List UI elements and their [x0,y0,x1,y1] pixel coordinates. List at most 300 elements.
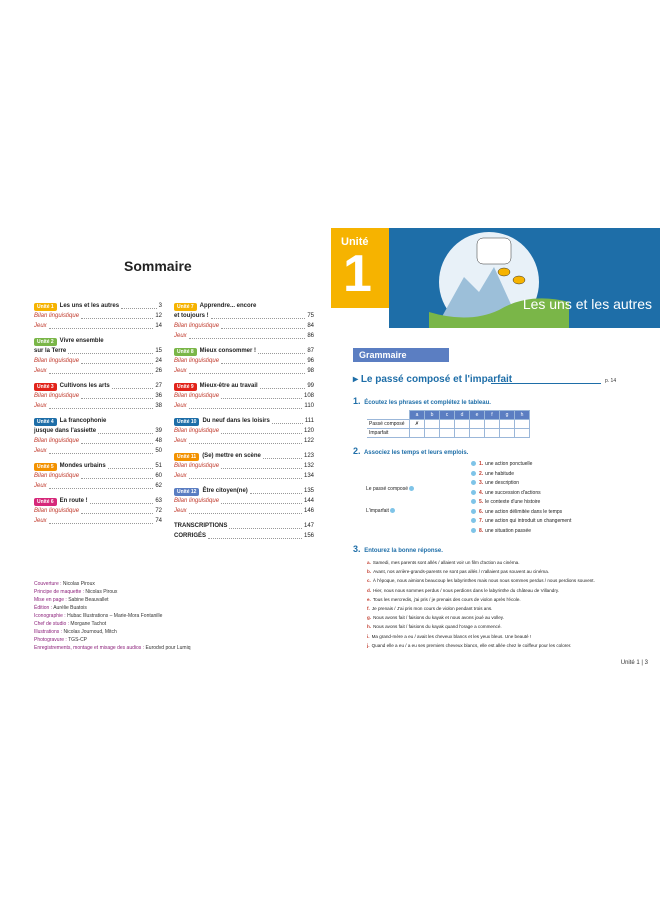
dot-leader [121,308,157,309]
dot-leader [49,373,154,374]
usage-item [471,470,571,480]
toc-page-number: 144 [303,498,314,504]
toc-page-number: 134 [303,473,314,479]
table-corner [367,411,410,420]
item-text: une action délimitée dans le temps [485,508,563,515]
item-text: une action qui introduit un changement [485,518,572,524]
toc-label: (Se) mettre en scène [202,453,261,459]
toc-row[interactable] [174,381,314,391]
credit-value: Aurélie Buatois [53,605,87,611]
column-header: c [440,411,455,420]
toc-label: Jeux [34,483,47,489]
dot-leader [49,453,154,454]
answer-cell[interactable] [425,420,440,429]
dot-leader [112,388,154,389]
unit-badge: Unité 2 [34,338,57,346]
dot-leader [189,338,306,339]
instruction-text: Associez les temps et leurs emplois. [363,450,469,456]
tense-passe-compose [366,486,417,492]
table-header-row [367,411,530,420]
item-letter: a. [367,560,371,565]
left-page-sommaire [24,228,324,679]
sentence-text: À l'époque, nous aimions beaucoup les labyrinthes mais nous nous sommes perdus / nous perdions souvent. [372,578,595,584]
unit-title: Les uns et les autres [522,296,652,312]
match-dot[interactable] [471,480,476,485]
toc-unit-entry [174,486,314,516]
toc-page-number: 132 [303,463,314,469]
column-header: g [500,411,515,420]
sentence-item[interactable] [367,641,647,650]
unit-badge: Unité 3 [34,383,57,391]
toc-page-number: 146 [303,508,314,514]
toc-row[interactable] [174,451,314,461]
toc-page-number: 96 [307,358,314,364]
dot-leader [90,503,154,504]
toc-row[interactable] [174,426,314,436]
lesson-heading: ▸ Le passé composé et l'imparfait [353,374,513,385]
toc-page-number: 123 [303,453,314,459]
column-header: h [515,411,530,420]
toc-label: Bilan linguistique [34,473,80,479]
toc-page-number: 75 [307,313,314,319]
credit-line [34,596,324,604]
toc-row[interactable] [174,301,314,311]
match-dot[interactable] [471,499,476,504]
usage-list [471,460,571,536]
toc-row[interactable] [174,366,314,376]
page-reference: p. 14 [605,378,617,384]
instruction-text: Écoutez les phrases et complétez le tableau. [364,400,491,406]
item-letter: g. [367,615,372,621]
toc-label: Jeux [34,518,47,524]
match-dot[interactable] [471,471,476,476]
toc-column-left [34,301,162,531]
page-number: Unité 1 | 3 [620,660,648,666]
toc-page-number: 14 [155,323,162,329]
toc-row[interactable] [174,356,314,366]
toc-label: La francophonie [59,418,107,424]
toc-row[interactable] [174,331,314,341]
toc-label: Jeux [174,438,187,444]
toc-row[interactable] [34,496,162,506]
match-dot[interactable] [471,490,476,495]
answer-cell[interactable] [455,420,470,429]
credit-value: Sabine Beauvallet [68,597,109,603]
unit-badge: Unité 12 [174,488,199,496]
dot-leader [189,513,302,514]
toc-label: Jeux [174,333,187,339]
dot-leader [189,478,302,479]
toc-row[interactable] [34,336,162,346]
sentence-item[interactable] [367,586,647,595]
toc-page-number: 48 [155,438,162,444]
answer-cell[interactable] [470,429,485,438]
mountain-bees-illustration [409,232,569,328]
lesson-heading-text: Le passé composé et l'imparfait [360,374,513,385]
toc-label: Bilan linguistique [34,393,80,399]
dot-leader [211,318,306,319]
credit-line [34,612,324,620]
exercise-2-instruction [353,446,468,456]
item-number: 6. [479,508,484,515]
column-header: d [455,411,470,420]
answer-cell[interactable] [455,429,470,438]
credit-line [34,588,324,596]
sentence-item[interactable] [367,558,647,567]
item-letter: j. [367,642,370,648]
match-dot[interactable] [390,508,395,513]
toc-page-number: 120 [303,428,314,434]
tense-label: L'imparfait [366,508,389,514]
toc-unit-entry [34,461,162,491]
toc-row[interactable] [34,311,162,321]
toc-label: Bilan linguistique [34,358,80,364]
dot-leader [81,478,153,479]
toc-page-number: 50 [155,448,162,454]
item-letter: i. [367,633,370,639]
exercise-number: 3. [353,544,361,554]
answer-cell[interactable] [500,420,515,429]
item-number: 2. [479,470,484,477]
exercise-3-sentences [367,558,647,650]
heading-rule [491,383,601,384]
toc-page-number: 38 [155,403,162,409]
answer-cell[interactable] [410,429,425,438]
sentence-text: Quand elle a eu / a eu ses premiers cheveux blancs, elle est allée chez le coiffeur pour les colorer. [371,642,572,648]
toc-row[interactable] [174,311,314,321]
toc-page-number: 26 [155,368,162,374]
answer-cell[interactable]: ✗ [410,420,425,429]
match-dot[interactable] [471,509,476,514]
toc-page-number: 87 [307,348,314,354]
item-letter: h. [367,624,372,630]
credit-value: Eurodvd pour Lumiq [145,645,191,651]
toc-unit-entry [174,416,314,446]
sentence-text: Tous les mercredis, j'ai pris / je prenais des cours de violon après l'école. [372,596,521,602]
instruction-text: Entourez la bonne réponse. [364,548,443,554]
toc-unit-entry [174,346,314,376]
dot-leader [81,363,153,364]
toc-row[interactable] [174,401,314,411]
toc-page-number: 15 [155,348,162,354]
credit-value: Morgane Tachot [70,621,107,627]
toc-page-number: 27 [155,383,162,389]
item-letter: e. [367,596,371,602]
credit-key: Photogravure : [34,637,67,643]
match-dot[interactable] [409,486,414,491]
dot-leader [221,503,302,504]
toc-page-number: 135 [303,488,314,494]
exercise-1-table [367,410,530,438]
tense-imparfait [366,508,398,514]
dot-leader [260,388,306,389]
exercise-number: 1. [353,396,361,406]
toc-row[interactable] [34,381,162,391]
item-text: une situation passée [485,527,532,534]
sentence-text: Avant, nos arrière-grands-parents ne sont pas allés / n'allaient pas souvent au cinéma. [373,569,550,575]
toc-row[interactable] [34,301,162,311]
toc-row[interactable] [174,471,314,481]
toc-row[interactable] [174,496,314,506]
right-page-unit-1 [331,228,660,679]
toc-page-number: 63 [155,498,162,504]
dot-leader [49,523,154,524]
credit-value: Nicolas Piroux [62,581,95,587]
toc-row[interactable] [34,436,162,446]
toc-page-number: 51 [155,463,162,469]
credit-line [34,580,324,588]
toc-row[interactable] [34,516,162,526]
toc-row[interactable] [34,356,162,366]
toc-label: Jeux [174,508,187,514]
dot-leader [98,433,153,434]
item-letter: d. [367,587,372,593]
toc-label: Bilan linguistique [174,498,220,504]
section-tab-grammaire: Grammaire [353,348,449,362]
answer-cell[interactable] [470,420,485,429]
toc-row[interactable] [34,461,162,471]
exercise-3-instruction [353,544,443,554]
toc-label: Bilan linguistique [174,393,220,399]
toc-row[interactable] [34,506,162,516]
sentence-text: Nous avons fait / faisions du kayak quand l'orage a commencé. [373,624,502,630]
toc-unit-entry [174,451,314,481]
toc-label: Jeux [34,403,47,409]
unit-label: Unité [341,236,369,248]
answer-cell[interactable] [425,429,440,438]
toc-label: Mieux consommer ! [199,348,257,354]
toc-row[interactable] [174,521,314,531]
toc-page-number: 122 [303,438,314,444]
sentence-text: Ma grand-mère a eu / avait les cheveux blancs et les yeux bleus. Une beauté ! [371,633,532,639]
column-header: a [410,411,425,420]
toc-row[interactable] [34,401,162,411]
toc-row[interactable] [174,391,314,401]
item-letter: c. [367,578,371,584]
toc-row[interactable] [174,486,314,496]
item-letter: b. [367,569,372,575]
toc-row[interactable] [34,346,162,356]
credit-key: Enregistrements, montage et mixage des audios : [34,645,145,651]
credit-line [34,620,324,628]
toc-row[interactable] [34,416,162,426]
column-header: f [485,411,500,420]
item-text: une habitude [485,470,515,477]
toc-page-number: 86 [307,333,314,339]
match-dot[interactable] [471,518,476,523]
unit-badge: Unité 8 [174,348,197,356]
toc-label: Bilan linguistique [34,438,80,444]
dot-leader [49,408,154,409]
toc-label: Apprendre... encore [199,303,257,309]
dot-leader [263,458,302,459]
exercise-number: 2. [353,446,361,456]
credit-value: TGS-CP [68,637,88,643]
sentence-text: Nous avons fait / faisions du kayak et nous avons joué au volley. [373,615,505,621]
exercise-1-instruction [353,396,491,406]
dot-leader [81,318,153,319]
toc-column-right [174,301,314,541]
row-label: Passé composé [367,420,410,429]
credit-key: Chef de studio : [34,621,70,627]
toc-unit-entry [34,416,162,456]
dot-leader [49,488,154,489]
toc-row[interactable] [34,481,162,491]
usage-item [471,460,571,470]
column-header: b [425,411,440,420]
toc-label: TRANSCRIPTIONS [174,523,228,529]
item-number: 5. [479,499,484,505]
answer-cell[interactable] [515,429,530,438]
credit-key: Illustrations : [34,629,63,635]
unit-badge: Unité 11 [174,453,199,461]
credit-key: Iconographie : [34,613,66,619]
unit-badge: Unité 9 [174,383,197,391]
credit-value: Hubac Illustrations – Marie-Mora Fontanille [67,613,163,619]
answer-cell[interactable] [515,420,530,429]
dot-leader [49,328,154,329]
unit-badge: Unité 10 [174,418,199,426]
toc-row[interactable] [174,436,314,446]
sentence-text: Je prenais / J'ai pris mon cours de violon pendant trois ans. [371,606,493,612]
credit-line [34,636,324,644]
toc-row[interactable] [34,471,162,481]
dot-leader [221,398,302,399]
toc-label: Mieux-être au travail [199,383,258,389]
unit-number-block [331,228,389,308]
toc-row[interactable] [34,321,162,331]
sentence-item[interactable] [367,567,647,576]
item-number: 7. [479,518,484,524]
toc-row[interactable] [174,346,314,356]
toc-page-number: 3 [158,303,162,309]
toc-row[interactable] [34,446,162,456]
toc-label: Jeux [34,448,47,454]
toc-row[interactable] [34,426,162,436]
match-dot[interactable] [471,461,476,466]
toc-row[interactable] [34,366,162,376]
unit-badge: Unité 4 [34,418,57,426]
toc-label: Bilan linguistique [174,428,220,434]
item-text: une action ponctuelle [485,461,533,467]
toc-label: Cultivons les arts [59,383,110,389]
toc-label: Les uns et les autres [59,303,120,309]
dot-leader [208,538,302,539]
toc-label: CORRIGÉS [174,533,207,539]
usage-item [471,527,571,537]
toc-unit-entry [174,381,314,411]
usage-item [471,508,571,518]
item-text: le contexte d'une histoire [485,499,541,505]
unit-badge: Unité 1 [34,303,57,311]
table-row [367,420,530,429]
dot-leader [221,328,305,329]
toc-row[interactable] [34,391,162,401]
toc-row[interactable] [174,321,314,331]
sentence-item[interactable] [367,576,647,585]
item-number: 3. [479,480,484,486]
credit-line [34,644,324,652]
toc-unit-entry [34,301,162,331]
page-title: Sommaire [124,258,192,274]
credit-key: Principe de maquette : [34,589,85,595]
toc-row[interactable] [174,461,314,471]
sentence-item[interactable] [367,595,647,604]
sentence-item[interactable] [367,604,647,613]
table-row [367,429,530,438]
item-text: une succession d'actions [485,489,541,496]
toc-label: En route ! [59,498,88,504]
sentence-item[interactable] [367,622,647,631]
item-number: 8. [479,527,484,534]
answer-cell[interactable] [440,420,455,429]
toc-label: Jeux [174,473,187,479]
dot-leader [81,398,153,399]
usage-item [471,479,571,489]
unit-badge: Unité 6 [34,498,57,506]
toc-page-number: 108 [303,393,314,399]
dot-leader [108,468,154,469]
credit-value: Nicolas Piroux [85,589,118,595]
credit-key: Mise en page : [34,597,67,603]
toc-unit-entry [174,301,314,341]
match-dot[interactable] [471,528,476,533]
toc-unit-entry [34,496,162,526]
sentence-text: Samedi, mes parents sont allés / allaient voir un film d'action au cinéma. [372,560,520,565]
toc-label: Bilan linguistique [34,508,80,514]
usage-item [471,498,571,508]
dot-leader [229,528,302,529]
toc-row[interactable] [174,416,314,426]
sentence-item[interactable] [367,613,647,622]
toc-label: Bilan linguistique [174,358,220,364]
tense-label: Le passé composé [366,486,408,492]
toc-label: Jeux [174,403,187,409]
usage-item [471,517,571,527]
credit-value: Nicolas Journoud, Mitch [63,629,117,635]
toc-row[interactable] [174,506,314,516]
toc-label: Du neuf dans les loisirs [202,418,270,424]
toc-unit-entry [34,381,162,411]
toc-label: Jeux [174,368,187,374]
toc-page-number: 39 [155,428,162,434]
toc-page-number: 147 [303,523,314,529]
dot-leader [272,423,303,424]
dot-leader [221,433,302,434]
toc-page-number: 99 [307,383,314,389]
item-number: 1. [479,461,484,467]
column-header: e [470,411,485,420]
toc-label: Vivre ensemble [59,338,104,344]
toc-row[interactable] [174,531,314,541]
credit-key: Édition : [34,605,53,611]
dot-leader [221,363,305,364]
sentence-item[interactable] [367,632,647,641]
answer-cell[interactable] [440,429,455,438]
dot-leader [68,353,153,354]
toc-label: Bilan linguistique [174,323,220,329]
toc-label: Jeux [34,323,47,329]
credits [34,580,324,652]
toc-page-number: 156 [303,533,314,539]
answer-cell[interactable] [500,429,515,438]
toc-page-number: 24 [155,358,162,364]
toc-label: sur la Terre [34,348,67,354]
unit-badge: Unité 7 [174,303,197,311]
answer-cell[interactable] [485,420,500,429]
answer-cell[interactable] [485,429,500,438]
item-text: une description [485,480,520,486]
